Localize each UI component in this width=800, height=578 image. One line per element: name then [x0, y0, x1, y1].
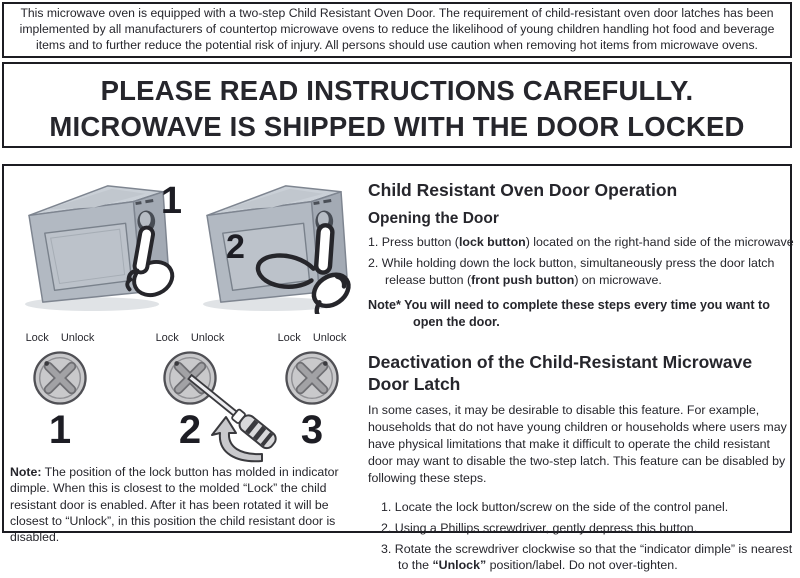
headline-line-2: MICROWAVE IS SHIPPED WITH THE DOOR LOCKED [49, 110, 745, 142]
dimple-indicator [174, 361, 179, 366]
notice-box [2, 2, 792, 58]
microwave-press-step-1-illustration [12, 176, 184, 316]
operation-title: Child Resistant Oven Door Operation [368, 180, 678, 200]
step-number: 1 [48, 408, 72, 452]
step-number: 2 [226, 228, 245, 266]
microwave-side-view-icon [190, 176, 360, 314]
step-number: 2. [381, 520, 392, 535]
step-number: 3 [300, 408, 324, 452]
screw-step-3 [264, 332, 360, 464]
deactivation-step-2: 2. Using a Phillips screwdriver, gently depress this button. [381, 520, 698, 535]
operation-step-1: 1. Press button (lock button) located on the right-hand side of the microwave [368, 234, 794, 249]
screw-dial-icon [283, 349, 341, 407]
microwave-press-step-2-illustration [190, 176, 362, 316]
operation-note: Note* You will need to complete these steps every time you want to open the door. [368, 298, 770, 330]
headline-line-1: PLEASE READ INSTRUCTIONS CAREFULLY. [100, 75, 694, 106]
operation-subtitle: Opening the Door [368, 210, 499, 227]
content-box [2, 164, 794, 573]
deactivation-title: Deactivation of the Child-Resistant Microwave Door Latch [368, 352, 753, 395]
step-number: 2. [368, 256, 379, 271]
side-note-text: The position of the lock button has molded in indicator dimple. When this is closest to the molded “Lock” the child resistant door is enabled. After it has been rotated it will be closest to “Unlock”, in this position the child resistant door is disabled. [10, 465, 339, 545]
screw-step-2 [142, 332, 238, 464]
step-number: 1. [368, 234, 379, 249]
side-note [10, 464, 362, 546]
unlock-label: Unlock [60, 332, 95, 344]
lock-label: Lock [25, 332, 49, 344]
microwave-side-view-icon [12, 176, 182, 314]
screw-dial-icon [31, 349, 89, 407]
dimple-indicator [323, 361, 328, 366]
lock-label: Lock [155, 332, 179, 344]
operation-step-2: 2. While holding down the lock button, simultaneously press the door latch release button (front push button) on microwave. [368, 256, 775, 288]
step-number: 1. [381, 499, 392, 514]
step-number: 1 [160, 180, 182, 222]
unlock-label: Unlock [312, 332, 347, 344]
notice-text: This microwave oven is equipped with a two-step Child Resistant Oven Door. The requirement of child-resistant oven door latches has been implemented by all manufacturers of countertop microwave ovens to reduce the likelihood of young children handling hot food and beverage items and to further reduce the potential risk of injury. All persons should use caution when removing hot items from microwave ovens. [19, 6, 775, 52]
lock-label: Lock [277, 332, 301, 344]
deactivation-step-3: 3. Rotate the screwdriver clockwise so that the “indicator dimple” is nearest to the “Unlock” position/label. Do not over-tighten. [381, 541, 793, 573]
unlock-label: Unlock [190, 332, 225, 344]
deactivation-body: In some cases, it may be desirable to disable this feature. For example, households that do not have young children or households where users may have physical limitations that make it difficult to operate the child resistant door may want to disable the two-step latch. This feature can be disabled by following these steps. [368, 403, 787, 485]
right-column [368, 180, 796, 578]
side-note-label: Note: [10, 465, 42, 479]
step-number: 2 [178, 408, 202, 452]
headline-box [2, 62, 792, 148]
deactivation-step-1: 1. Locate the lock button/screw on the side of the control panel. [381, 499, 729, 514]
step-number: 3. [381, 541, 392, 556]
screw-step-1 [12, 332, 108, 464]
dimple-indicator [44, 361, 49, 366]
